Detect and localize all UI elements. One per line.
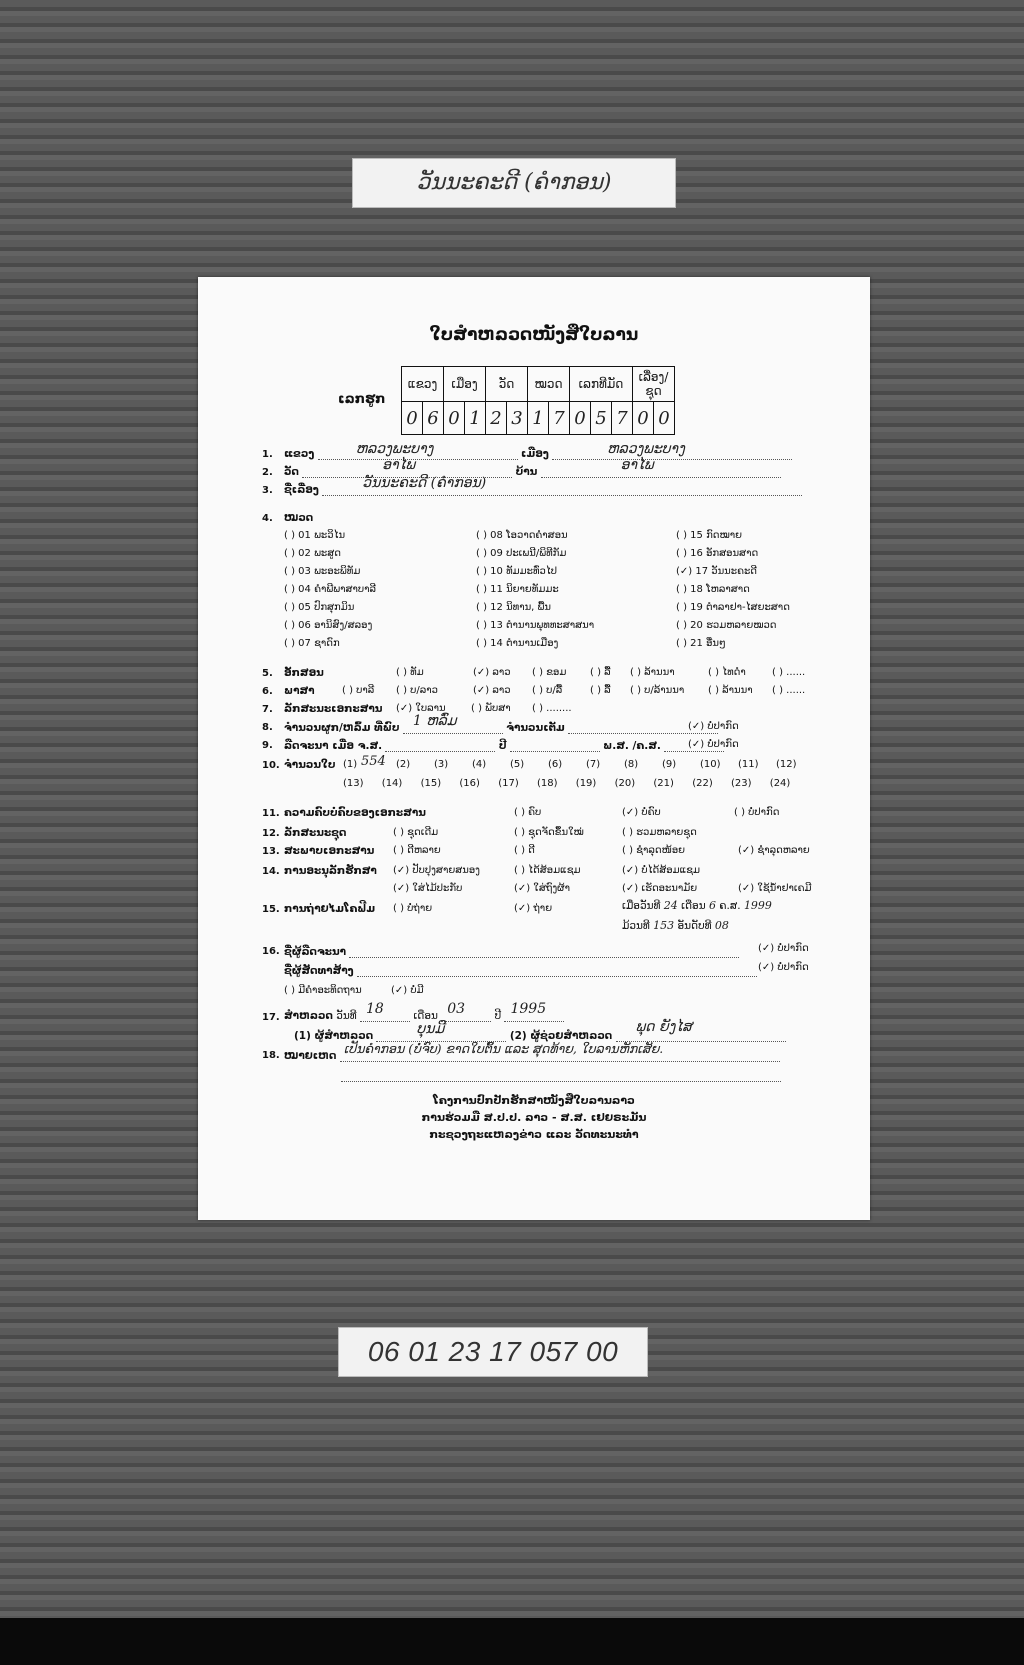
leaf-count-slot: (9) <box>662 759 677 770</box>
code-digit: 1 <box>528 402 549 435</box>
code-header: ເລກທີມັດ <box>570 367 633 402</box>
field-story-name: ຊື່ເລື່ອງ ວັນນະຄະດີ (ຄຳກອນ) <box>284 483 802 496</box>
conservation-option: (✓) ບໍ່ໄດ້ສ້ອມແຊມ <box>622 865 701 876</box>
code-digit: 0 <box>402 402 423 435</box>
province-value-line <box>318 441 518 460</box>
script-option: ( ) ໄທດຳ <box>708 667 746 678</box>
sponsor-line <box>357 964 757 977</box>
film-bottom-band <box>0 1618 1024 1665</box>
temple-value: ອາໄພ <box>382 457 416 473</box>
microfilm-reel: ມ້ວນທີ 153 ອັນດັບທີ 08 <box>622 919 729 932</box>
code-digit: 0 <box>570 402 591 435</box>
district-value-line <box>552 441 792 460</box>
category-option: ( ) 10 ທັມມະທົ່ວໄປ <box>476 566 558 577</box>
field-number: 4. <box>262 513 273 524</box>
set-type-option: ( ) ຮວມຫລາຍຊຸດ <box>622 827 697 838</box>
survey-day: 18 <box>366 1001 384 1017</box>
microfilm-day: 24 <box>663 899 678 912</box>
leaf-count-slot: (10) <box>700 759 721 770</box>
code-digit: 5 <box>591 402 612 435</box>
code-digit: 7 <box>549 402 570 435</box>
field-remarks: ໝາຍເຫດ ເປັນຄຳກອນ (ບໍ່ຈົບ) ຂາດໃບຕົ້ນ ແລະ ສຸດທ້າຍ, ໃບລານຫັກເສັຍ. <box>284 1049 780 1062</box>
category-option: ( ) 05 ປົກສຸກມິນ <box>284 602 355 613</box>
document-type-option: ( ) ........ <box>532 703 572 714</box>
form-title: ໃບສຳຫລວດໜັງສືໃບລານ <box>429 325 639 345</box>
footer-ministry: ກະຊວງຖະແຫລງຂ່າວ ແລະ ວັດທະນະທຳ <box>429 1128 639 1141</box>
district-value: ຫລວງພະບາງ <box>607 441 685 457</box>
leaf-count-slot: (22) <box>692 778 713 789</box>
field-number: 14. <box>262 866 280 877</box>
field-number: 18. <box>262 1050 280 1061</box>
language-label: ພາສາ <box>284 685 315 697</box>
survey-day-line <box>360 1001 410 1022</box>
field-survey-date: ສຳຫລວດ ວັນທີ 18 ເດືອນ 03 ປີ 1995 <box>284 1009 564 1022</box>
code-label: ເລກຮູກ <box>338 392 386 407</box>
field-number: 11. <box>262 808 280 819</box>
set-type-label: ລັກສະນະຊຸດ <box>284 827 347 839</box>
microfilm-year: 1999 <box>743 899 772 912</box>
category-option: ( ) 03 ພະອະພິທັມ <box>284 566 361 577</box>
remarks-extra-line <box>341 1069 781 1082</box>
conservation-option: (✓) ປັບປຸງສາຍສນອງ <box>393 865 481 876</box>
leaf-count-slot: (21) <box>653 778 674 789</box>
field-number: 6. <box>262 686 273 697</box>
scribe-not-shown-tick: (✓) ບໍ່ປາກົດ <box>758 943 809 954</box>
prayer-option: ( ) ມີຄຳອະທິດຖານ <box>284 985 362 996</box>
field-sponsor: ຊື່ຜູ້ສັດທາສ້າງ <box>284 964 757 977</box>
script-option: ( ) ຂອມ <box>532 667 567 678</box>
leaf-count-bundle-1-value: 554 <box>361 754 386 769</box>
leaf-count-slot: (8) <box>624 759 639 770</box>
field-surveyors: (1) ຜູ້ສຳຫລວດ ບຸນມີ (2) ຜູ້ຊ່ວຍສຳຫລວດ ພຸດ ຍັງໄສ <box>294 1029 786 1042</box>
surveyor-2-value: ພຸດ ຍັງໄສ <box>635 1019 693 1035</box>
survey-month: 03 <box>447 1001 466 1017</box>
set-type-option: ( ) ຊຸດຈັດຂຶ້ນໃໝ່ <box>514 827 584 838</box>
province-value: ຫລວງພະບາງ <box>355 441 434 457</box>
survey-month-line <box>441 1001 491 1022</box>
completeness-option: ( ) ບໍ່ປາກົດ <box>734 807 780 818</box>
category-option: ( ) 11 ນິຍາຍທັມມະ <box>476 584 559 595</box>
cs-year-line <box>385 739 495 752</box>
code-header: ວັດ <box>486 367 528 402</box>
category-option: (✓) 17 ວັນນະຄະດີ <box>676 566 757 577</box>
script-option: ( ) ...... <box>772 667 806 678</box>
code-digit: 0 <box>444 402 465 435</box>
field-temple: ວັດ ອາໄພ ບ້ານ ອາໄພ <box>284 465 781 478</box>
category-option: ( ) 04 ຄຳພີພາສາບາລີ <box>284 584 377 595</box>
condition-option: (✓) ຊຳລຸດຫລາຍ <box>738 845 810 856</box>
leaf-count-slot: (2) <box>396 759 411 770</box>
condition-option: ( ) ດີຫລາຍ <box>393 845 441 856</box>
leaf-count-slot: (19) <box>575 778 597 789</box>
category-option: ( ) 19 ຕຳລາຢາ-ໄສຍະສາດ <box>676 602 790 613</box>
survey-form-sheet <box>198 277 870 1220</box>
set-type-option: ( ) ຊຸດເດີມ <box>393 827 439 838</box>
document-type-option: (✓) ໃບລານ <box>396 703 446 714</box>
category-option: ( ) 09 ປະເພນີ/ພິທີກັມ <box>476 548 567 559</box>
microfilm-reel-number: 153 <box>653 919 675 932</box>
field-number: 17. <box>262 1012 280 1023</box>
category-option: ( ) 01 ພະວິໄນ <box>284 530 346 541</box>
language-option: (✓) ລາວ <box>473 685 511 696</box>
script-option: ( ) ລ້ານນາ <box>630 667 675 678</box>
village-value-line <box>541 457 781 478</box>
survey-year: 1995 <box>510 1001 547 1017</box>
field-number: 13. <box>262 846 280 857</box>
field-number: 8. <box>262 722 273 733</box>
village-value: ອາໄພ <box>620 457 654 473</box>
field-number: 9. <box>262 740 273 751</box>
code-digit: 3 <box>507 402 528 435</box>
leaf-count-slot: (23) <box>731 778 752 789</box>
code-header: ເລື່ອງ/ຊຸດ <box>633 367 675 402</box>
leaf-count-bundle-1: (1) <box>343 759 358 770</box>
leaf-count-slot: (16) <box>459 778 480 789</box>
date-not-shown-tick: (✓) ບໍ່ປາກົດ <box>688 739 739 750</box>
condition-option: ( ) ຊຳລຸດໜ້ອຍ <box>622 845 686 856</box>
field-province: ແຂວງ ຫລວງພະບາງ ເມືອງ ຫລວງພະບາງ <box>284 447 792 460</box>
bundle-count-value: 1 ຫລົ່ມ <box>412 713 457 729</box>
scribe-line <box>349 945 739 958</box>
category-option: ( ) 12 ນິທານ, ພື້ນ <box>476 602 551 613</box>
conservation-option: (✓) ໃສ່ຖົງຜ້າ <box>514 883 570 894</box>
microfilm-month: 6 <box>708 899 716 912</box>
script-label: ອັກສອນ <box>284 667 324 679</box>
remarks-line <box>340 1041 780 1062</box>
leaf-count-slot: (18) <box>537 778 558 789</box>
leaf-count-slot: (4) <box>472 759 487 770</box>
year-line <box>510 739 600 752</box>
code-header: ແຂວງ <box>402 367 444 402</box>
leaf-count-slot: (20) <box>614 778 636 789</box>
script-option: ( ) ລື້ <box>590 667 611 678</box>
field-number: 15. <box>262 904 280 915</box>
prayer-option: (✓) ບໍ່ມີ <box>391 985 424 996</box>
field-number: 2. <box>262 467 273 478</box>
leaf-count-slot: (11) <box>738 759 759 770</box>
microfilm-position: 08 <box>714 919 729 932</box>
code-header: ເມືອງ <box>444 367 486 402</box>
field-number: 3. <box>262 485 273 496</box>
leaf-count-slot: (17) <box>498 778 519 789</box>
category-label: ໝວດ <box>284 512 314 524</box>
conservation-label: ການອະນຸລັກຮັກສາ <box>284 865 377 877</box>
bundle-count-line <box>403 713 503 734</box>
leaf-count-slot: (7) <box>586 759 601 770</box>
conservation-option: (✓) ໃສ່ໄມ້ປະກັບ <box>393 883 463 894</box>
field-number: 7. <box>262 704 273 715</box>
script-option: ( ) ທັມ <box>396 667 424 678</box>
code-digit: 1 <box>465 402 486 435</box>
microfilm-option: ( ) ບໍ່ຖ່າຍ <box>393 903 433 914</box>
script-option: (✓) ລາວ <box>473 667 511 678</box>
field-scribe: ຊື່ຜູ້ລືດຈະນາ <box>284 945 739 958</box>
microfilm-date: ເມື່ອວັນທີ 24 ເດືອນ 6 ຄ.ສ. 1999 <box>622 899 772 912</box>
sponsor-not-shown-tick: (✓) ບໍ່ປາກົດ <box>758 962 809 973</box>
leaf-count-slot: (3) <box>434 759 449 770</box>
condition-label: ສະພາບເອກະສານ <box>284 845 375 857</box>
category-option: ( ) 06 ອານິສົງ/ສລອງ <box>284 620 373 631</box>
code-digit: 0 <box>633 402 654 435</box>
conservation-option: (✓) ເຮັດອະນາມັຍ <box>622 883 698 894</box>
survey-year-line <box>504 1001 564 1022</box>
code-digit: 7 <box>612 402 633 435</box>
leaf-count-slot: (14) <box>381 778 403 789</box>
field-number: 10. <box>262 760 280 771</box>
film-top-label: ວັນນະຄະດີ (ຄຳກອນ) <box>352 158 676 208</box>
category-option: ( ) 18 ໂຫລາສາດ <box>676 584 750 595</box>
category-option: ( ) 21 ອື່ນໆ <box>676 638 726 649</box>
document-type-option: ( ) ພັບສາ <box>471 703 511 714</box>
category-option: ( ) 08 ໂອວາດຄຳສອນ <box>476 530 568 541</box>
language-option: ( ) ລື້ <box>590 685 611 696</box>
category-option: ( ) 07 ຊາດົກ <box>284 638 340 649</box>
leaf-count-slot: (15) <box>420 778 442 789</box>
field-bundle-count: ຈຳນວນຜູກ/ຫລົ້ມ ທີ່ພົບ 1 ຫລົ່ມ ຈຳນວນເຕັມ <box>284 721 718 734</box>
story-name-line <box>322 475 802 496</box>
microfilm-option: (✓) ຖ່າຍ <box>514 903 553 914</box>
language-option: ( ) ລ້ານນາ <box>708 685 753 696</box>
code-digit: 6 <box>423 402 444 435</box>
code-digit: 2 <box>486 402 507 435</box>
conservation-option: (✓) ໃຊ້ນ້ຳຢາເຄມີ <box>738 883 812 894</box>
leaf-count-slot: (24) <box>769 778 791 789</box>
language-option: ( ) ...... <box>772 685 806 696</box>
completeness-option: (✓) ບໍ່ຄົບ <box>622 807 661 818</box>
language-option: ( ) ບ/ລາວ <box>396 685 438 696</box>
leaf-count-slot: (13) <box>343 778 364 789</box>
completeness-label: ຄວາມຄົບບໍ່ຄົບຂອງເອກະສານ <box>284 807 426 819</box>
leaf-count-slot: (12) <box>776 759 797 770</box>
leaf-count-slot: (5) <box>510 759 525 770</box>
footer-project: ໂຄງການປົກປັກຮັກສາໜັງສືໃບລານລາວ <box>433 1094 635 1107</box>
field-inscription-date: ລືດຈະນາ ເມື່ອ ຈ.ສ. ປີ ພ.ສ. /ຄ.ສ. <box>284 739 724 752</box>
code-header: ໝວດ <box>528 367 570 402</box>
category-option: ( ) 16 ອັກສອນສາດ <box>676 548 759 559</box>
conservation-option: ( ) ໄດ້ສ້ອມແຊມ <box>514 865 581 876</box>
code-grid <box>401 366 675 435</box>
leaf-count-slot: (6) <box>548 759 563 770</box>
category-option: ( ) 13 ຕຳນານພຸທທະສາສນາ <box>476 620 595 631</box>
code-digit: 0 <box>654 402 675 435</box>
document-type-label: ລັກສະນະເອກະສານ <box>284 703 383 715</box>
film-bottom-label: 06 01 23 17 057 00 <box>338 1327 648 1377</box>
category-option: ( ) 15 ກົດໝາຍ <box>676 530 743 541</box>
surveyor-1-value: ບຸນມີ <box>416 1021 445 1037</box>
category-option: ( ) 02 ພະສູດ <box>284 548 341 559</box>
language-option: ( ) ບ/ລື້ <box>532 685 563 696</box>
field-number: 16. <box>262 946 280 957</box>
category-option: ( ) 14 ຕຳນານເມືອງ <box>476 638 559 649</box>
language-option: ( ) ບາລີ <box>342 685 375 696</box>
leaf-count-label: ຈຳນວນໃບ <box>284 759 336 771</box>
field-number: 12. <box>262 828 280 839</box>
bundle-not-shown-tick: (✓) ບໍ່ປາກົດ <box>688 721 739 732</box>
language-option: ( ) ບ/ລ້ານນາ <box>630 685 685 696</box>
category-option: ( ) 20 ຮວມຫລາຍໝວດ <box>676 620 777 631</box>
field-number: 5. <box>262 668 273 679</box>
completeness-option: ( ) ຄົບ <box>514 807 542 818</box>
microfilm-label: ການຖ່າຍໄມໂຄຟີມ <box>284 903 376 915</box>
remarks-value: ເປັນຄຳກອນ (ບໍ່ຈົບ) ຂາດໃບຕົ້ນ ແລະ ສຸດທ້າຍ, ໃບລານຫັກເສັຍ. <box>343 1041 664 1056</box>
story-name-value: ວັນນະຄະດີ (ຄຳກອນ) <box>362 475 487 491</box>
condition-option: ( ) ດີ <box>514 845 535 856</box>
footer-cooperation: ການຮ່ວມມື ສ.ປ.ປ. ລາວ - ສ.ສ. ເຢຍຣະມັນ <box>421 1111 647 1124</box>
field-number: 1. <box>262 449 273 460</box>
